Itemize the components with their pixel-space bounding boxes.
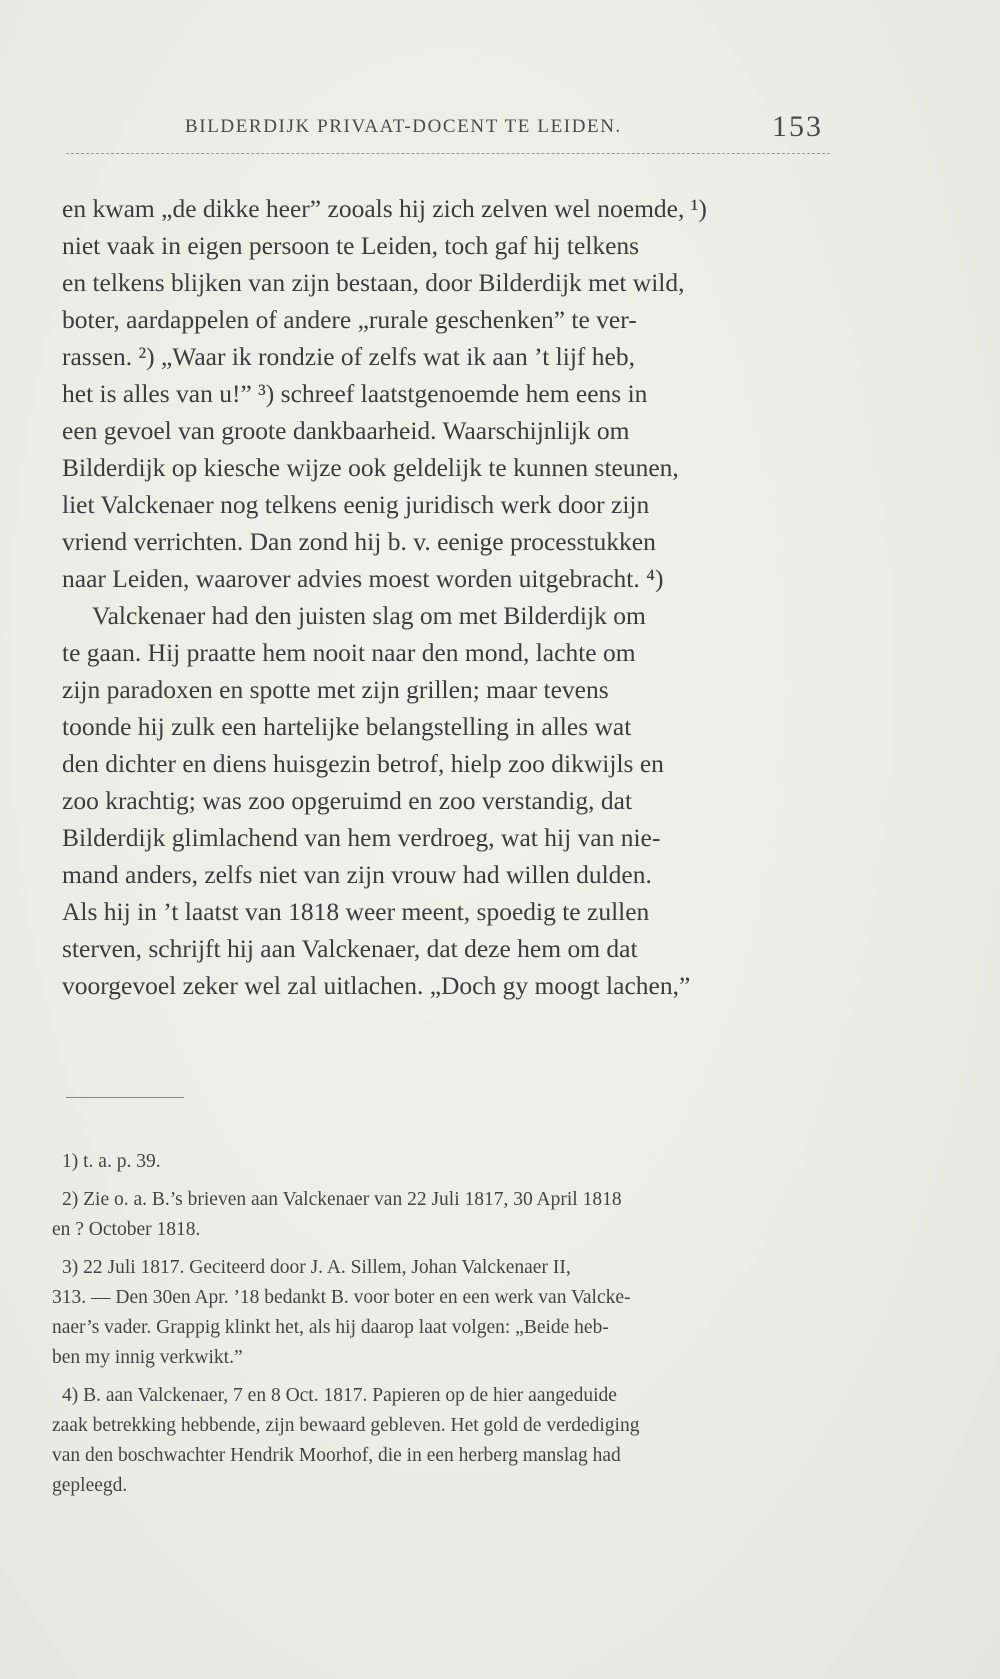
footnote-1	[52, 1147, 822, 1177]
running-head: BILDERDIJK PRIVAAT-DOCENT TE LEIDEN.	[185, 116, 622, 137]
text-line: boter, aardappelen of andere „rurale geschenken” te ver-	[62, 305, 637, 334]
footnote-line: 1) t. a. p. 39.	[62, 1151, 161, 1172]
text-line: en telkens blijken van zijn bestaan, door Bilderdijk met wild,	[62, 268, 685, 297]
page-number: 153	[772, 110, 823, 143]
paragraph-start-line: Valckenaer had den juisten slag om met Bilderdijk om	[92, 601, 646, 630]
text-line: zoo krachtig; was zoo opgeruimd en zoo verstandig, dat	[62, 786, 633, 815]
footnote-line: 313. — Den 30en Apr. ’18 bedankt B. voor boter en een werk van Valcke-	[52, 1287, 631, 1308]
text-line: rassen. ²) „Waar ik rondzie of zelfs wat ik aan ’t lijf heb,	[62, 342, 635, 371]
text-line: toonde hij zulk een hartelijke belangstelling in alles wat	[62, 712, 632, 741]
text-line: Bilderdijk glimlachend van hem verdroeg, wat hij van nie-	[62, 823, 661, 852]
footnote-4	[52, 1381, 822, 1501]
text-line: niet vaak in eigen persoon te Leiden, toch gaf hij telkens	[62, 231, 640, 260]
text-line: liet Valckenaer nog telkens eenig juridisch werk door zijn	[62, 490, 650, 519]
text-line: en kwam „de dikke heer” zooals hij zich zelven wel noemde, ¹)	[62, 194, 707, 223]
footnote-line: gepleegd.	[52, 1475, 128, 1496]
text-line: het is alles van u!” ³) schreef laatstgenoemde hem eens in	[62, 379, 648, 408]
text-line: een gevoel van groote dankbaarheid. Waarschijnlijk om	[62, 416, 630, 445]
text-line: vriend verrichten. Dan zond hij b. v. eenige processtukken	[62, 527, 656, 556]
footnote-line: naer’s vader. Grappig klinkt het, als hij daarop laat volgen: „Beide heb-	[52, 1317, 609, 1338]
footnotes	[52, 1147, 822, 1501]
footnote-line: van den boschwachter Hendrik Moorhof, die in een herberg manslag had	[52, 1445, 621, 1466]
footnote-3	[52, 1253, 822, 1373]
footnote-rule	[66, 1097, 184, 1098]
footnote-line: ben my innig verkwikt.”	[52, 1347, 243, 1368]
footnote-line: zaak betrekking hebbende, zijn bewaard gebleven. Het gold de verdediging	[52, 1415, 640, 1436]
footnote-line: en ? October 1818.	[52, 1219, 201, 1240]
footnote-2	[52, 1185, 822, 1245]
body-text	[62, 190, 832, 1004]
text-line: voorgevoel zeker wel zal uitlachen. „Doch gy moogt lachen,”	[62, 971, 691, 1000]
footnote-line: 4) B. aan Valckenaer, 7 en 8 Oct. 1817. Papieren op de hier aangeduide	[62, 1385, 617, 1406]
text-line: Bilderdijk op kiesche wijze ook geldelijk te kunnen steunen,	[62, 453, 679, 482]
footnote-line: 2) Zie o. a. B.’s brieven aan Valckenaer van 22 Juli 1817, 30 April 1818	[62, 1189, 622, 1210]
text-line: naar Leiden, waarover advies moest worden uitgebracht. ⁴)	[62, 564, 664, 593]
text-line: mand anders, zelfs niet van zijn vrouw had willen dulden.	[62, 860, 652, 889]
text-line: den dichter en diens huisgezin betrof, hielp zoo dikwijls en	[62, 749, 664, 778]
header-rule	[66, 153, 830, 154]
text-line: Als hij in ’t laatst van 1818 weer meent, spoedig te zullen	[62, 897, 650, 926]
text-line: te gaan. Hij praatte hem nooit naar den mond, lachte om	[62, 638, 636, 667]
text-line: sterven, schrijft hij aan Valckenaer, dat deze hem om dat	[62, 934, 638, 963]
text-line: zijn paradoxen en spotte met zijn grillen; maar tevens	[62, 675, 609, 704]
footnote-line: 3) 22 Juli 1817. Geciteerd door J. A. Sillem, Johan Valckenaer II,	[62, 1257, 571, 1278]
